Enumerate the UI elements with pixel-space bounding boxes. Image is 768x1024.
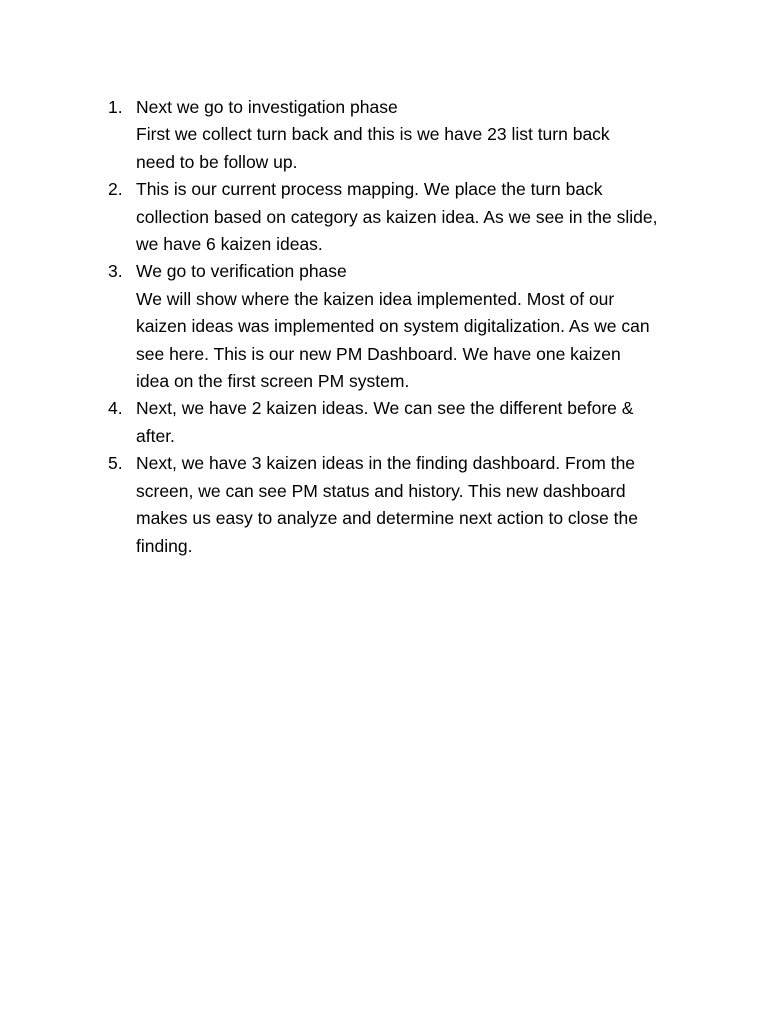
list-item-line: makes us easy to analyze and determine next action to close the — [136, 508, 638, 529]
list-item-line: after. — [136, 425, 175, 446]
list-item-line: need to be follow up. — [136, 151, 298, 172]
list-item-number: 2. — [108, 179, 123, 200]
list-item-line: Next, we have 2 kaizen ideas. We can see the different before & — [136, 398, 634, 419]
list-item-line: We will show where the kaizen idea implemented. Most of our — [136, 288, 615, 309]
list-item-line: kaizen ideas was implemented on system digitalization. As we can — [136, 316, 650, 337]
list-item — [108, 176, 698, 258]
list-item-number: 5. — [108, 453, 123, 474]
list-item-line: collection based on category as kaizen idea. As we see in the slide, — [136, 206, 658, 227]
list-item-line: screen, we can see PM status and history. This new dashboard — [136, 480, 626, 501]
list-item-line: First we collect turn back and this is we have 23 list turn back — [136, 124, 610, 145]
list-item-line: see here. This is our new PM Dashboard. We have one kaizen — [136, 343, 621, 364]
list-item — [108, 395, 698, 450]
numbered-list — [108, 94, 698, 560]
list-item-line: This is our current process mapping. We place the turn back — [136, 179, 603, 200]
list-item-line: we have 6 kaizen ideas. — [136, 234, 323, 255]
list-item-number: 3. — [108, 261, 123, 282]
list-item-line: finding. — [136, 535, 193, 556]
list-item — [108, 94, 698, 176]
list-item — [108, 450, 698, 560]
list-item-number: 4. — [108, 398, 123, 419]
list-item-line: Next, we have 3 kaizen ideas in the finding dashboard. From the — [136, 453, 636, 474]
list-item-line: We go to verification phase — [136, 261, 347, 282]
list-item-line: Next we go to investigation phase — [136, 97, 398, 117]
list-item — [108, 258, 698, 395]
list-item-number: 1. — [108, 97, 123, 117]
list-item-line: idea on the first screen PM system. — [136, 371, 410, 392]
